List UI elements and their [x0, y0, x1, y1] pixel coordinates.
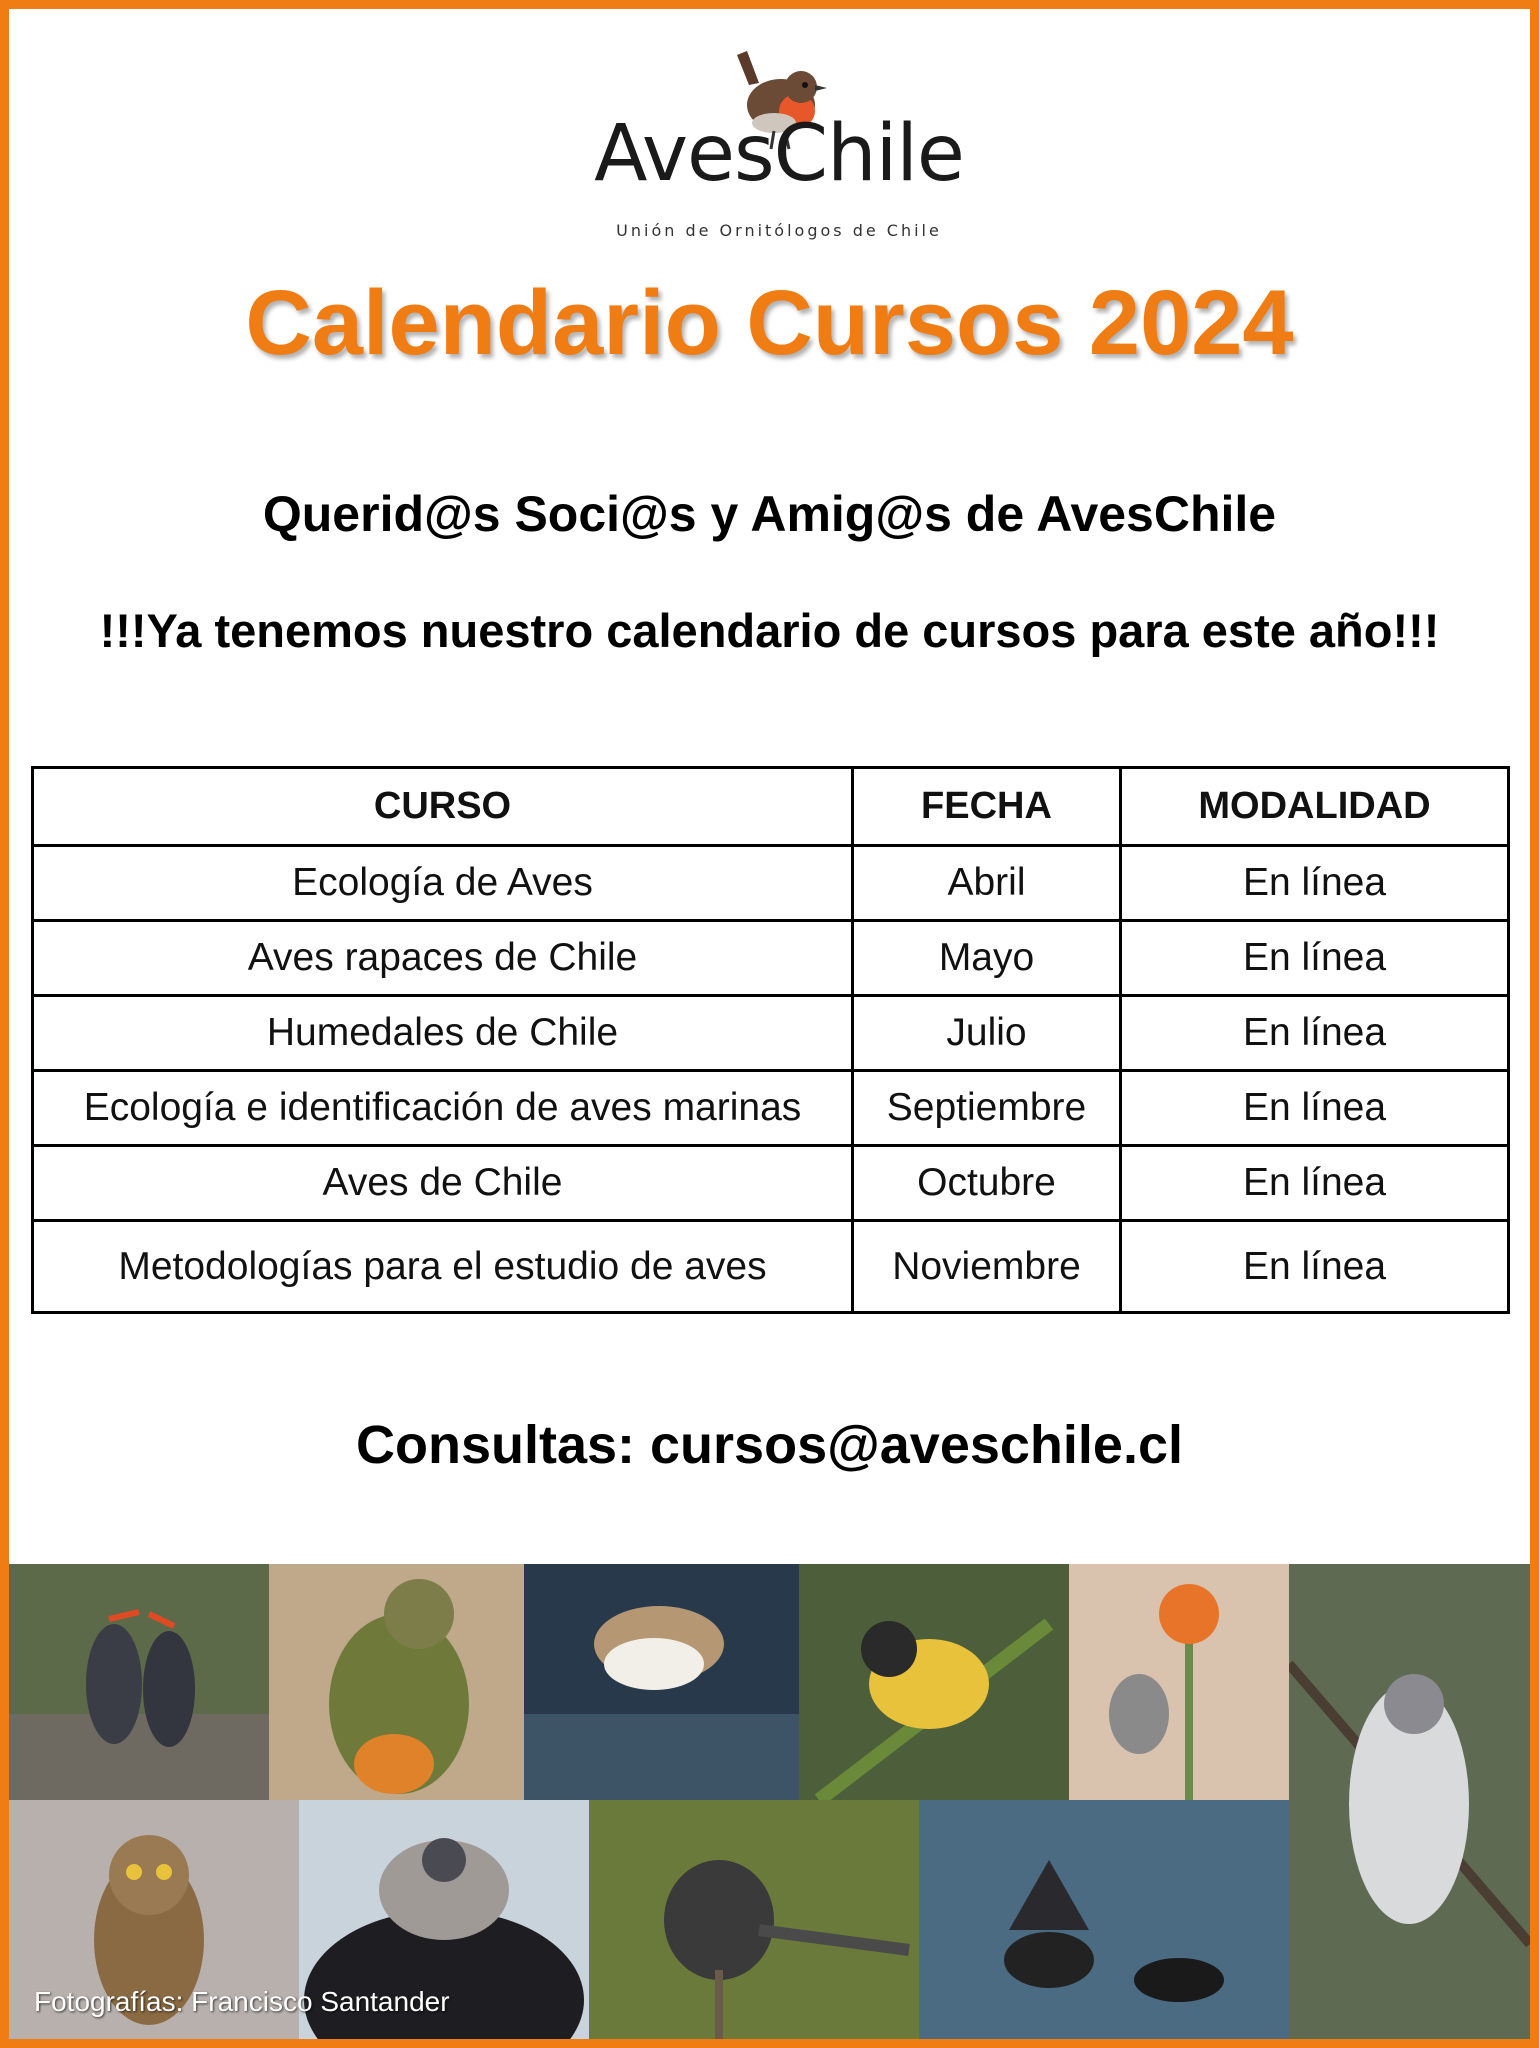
table-row: [33, 1221, 1509, 1313]
cell-modalidad: En línea: [1121, 1071, 1509, 1146]
aveschile-logo: [569, 45, 989, 240]
header-curso: CURSO: [33, 768, 853, 846]
bird-photo-collage: [9, 1564, 1530, 2048]
photo-tit-tyrant: [589, 1800, 919, 2048]
table-row: [33, 1071, 1509, 1146]
cell-curso: Aves rapaces de Chile: [33, 921, 853, 996]
contact-email-text: Consultas: cursos@aveschile.cl: [356, 1415, 1183, 1475]
table-row: [33, 921, 1509, 996]
logo-subtitle: Unión de Ornitólogos de Chile: [616, 221, 942, 240]
cell-curso: Ecología e identificación de aves marinas: [33, 1071, 853, 1146]
cell-modalidad: En línea: [1121, 921, 1509, 996]
photo-parrot: [269, 1564, 524, 1800]
cell-fecha: Septiembre: [853, 1071, 1121, 1146]
cell-modalidad: En línea: [1121, 1221, 1509, 1313]
photo-cormorants: [9, 1564, 269, 1800]
header-fecha: FECHA: [853, 768, 1121, 846]
photo-finch-flower: [1069, 1564, 1289, 1800]
photo-shorebird: [524, 1564, 799, 1800]
greeting-text: Querid@s Soci@s y Amig@s de AvesChile: [262, 486, 1277, 542]
photo-hawk: [1289, 1564, 1530, 2048]
cell-curso: Aves de Chile: [33, 1146, 853, 1221]
cell-fecha: Mayo: [853, 921, 1121, 996]
cell-curso: Ecología de Aves: [33, 846, 853, 921]
header-modalidad: MODALIDAD: [1121, 768, 1509, 846]
cell-fecha: Julio: [853, 996, 1121, 1071]
page-title: Calendario Cursos 2024: [245, 272, 1294, 374]
cell-modalidad: En línea: [1121, 1146, 1509, 1221]
cell-modalidad: En línea: [1121, 846, 1509, 921]
announcement-text: !!!Ya tenemos nuestro calendario de cursos para este año!!!: [99, 604, 1440, 657]
photo-coots: [919, 1800, 1289, 2048]
cell-fecha: Octubre: [853, 1146, 1121, 1221]
course-schedule-table: [31, 766, 1510, 1314]
photo-yellow-bird: [799, 1564, 1069, 1800]
logo-wordmark: AvesChile: [594, 109, 964, 199]
cell-fecha: Abril: [853, 846, 1121, 921]
table-header-row: [33, 768, 1509, 846]
table-row: [33, 1146, 1509, 1221]
cell-modalidad: En línea: [1121, 996, 1509, 1071]
cell-curso: Humedales de Chile: [33, 996, 853, 1071]
photo-credit: Fotografías: Francisco Santander: [34, 1986, 450, 2017]
table-row: [33, 996, 1509, 1071]
table-row: [33, 846, 1509, 921]
cell-fecha: Noviembre: [853, 1221, 1121, 1313]
cell-curso: Metodologías para el estudio de aves: [33, 1221, 853, 1313]
